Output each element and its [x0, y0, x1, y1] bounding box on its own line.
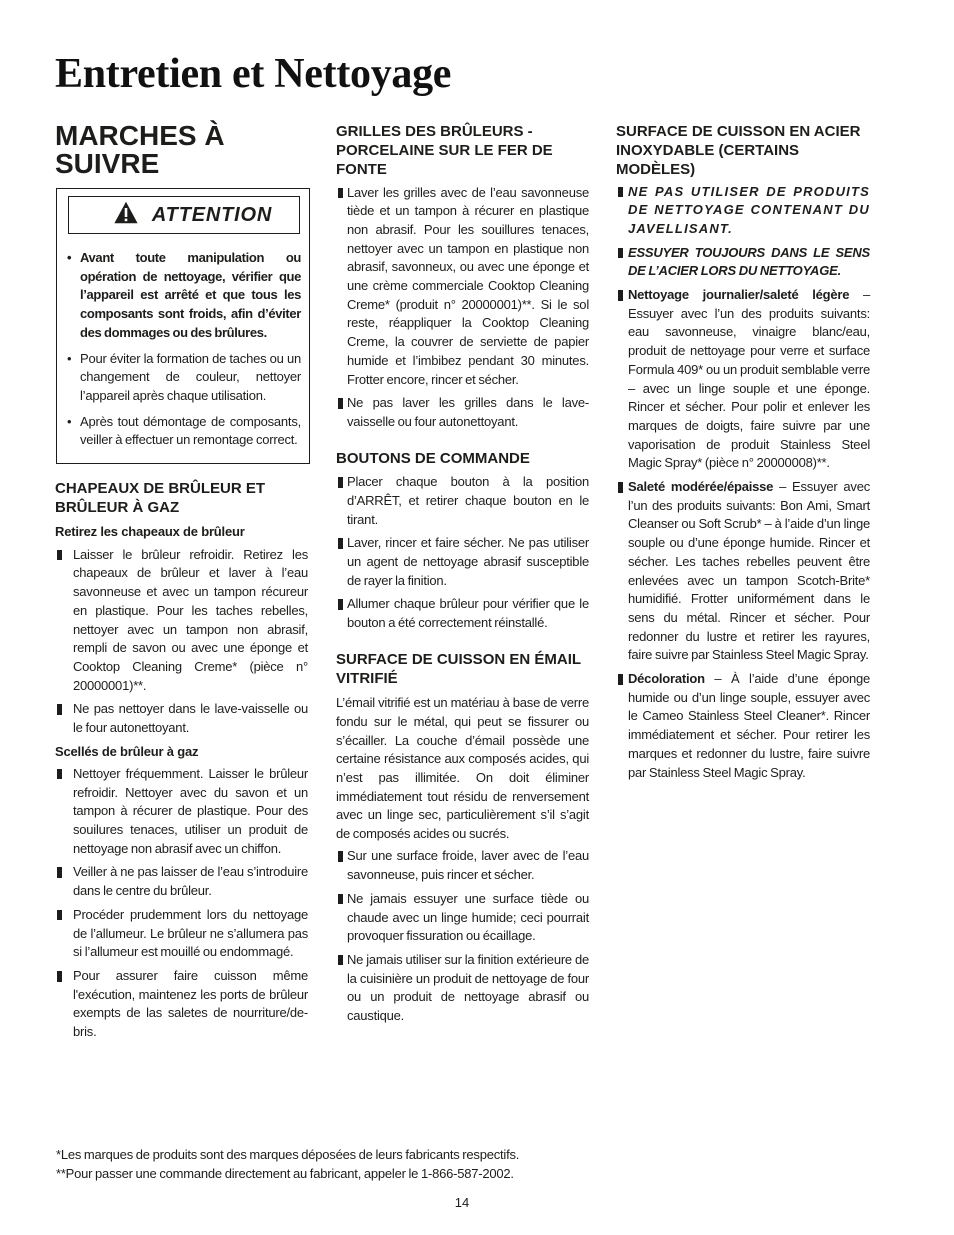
- footnote: **Pour passer une commande directement au fabricant, appeler le 1-866-587-2002.: [56, 1165, 514, 1181]
- list-item: Allumer chaque brûleur pour vérifier que le bouton a été correctement réinstallé.: [336, 595, 589, 632]
- burner-caps-list: [55, 546, 311, 738]
- enamel-intro-paragraph: L’émail vitrifié est un matériau à base de verre fondu sur le métal, qui peut se fissurer ou s’écailler. La couche d’émail possède une certaine résistance aux composés acides, qui n’est pas illimitée. On doit éliminer immédiatement tout résidu de renversement avec un linge sec, particulièrement s’il s’agit de composés acides ou sucrés.: [336, 695, 589, 842]
- stainless-list: [616, 183, 872, 783]
- item-lead: Décoloration: [628, 671, 705, 687]
- warning-item: NE PAS UTILISER DE PRODUITS DE NETTOYAGE CONTENANT DU JAVELLISANT.: [616, 183, 872, 239]
- grates-section-heading: GRILLES DES BRÛLEURS - PORCELAINE SUR LE FER DE FONTE: [336, 122, 553, 178]
- stainless-section-heading: SURFACE DE CUISSON EN ACIER INOXYDABLE (CERTAINS MODÈLES): [616, 122, 861, 178]
- burner-seals-subheading: Scellés de brûleur à gaz: [55, 743, 199, 759]
- attention-label: ATTENTION: [151, 204, 273, 226]
- list-item: [616, 286, 872, 473]
- attention-banner: [68, 196, 300, 234]
- list-item: [616, 478, 872, 665]
- warning-triangle-icon: [114, 201, 138, 229]
- warning-item: ESSUYER TOUJOURS DANS LE SENS DE L’ACIER LORS DU NETTOYAGE.: [616, 244, 872, 281]
- attention-list: [80, 249, 301, 450]
- list-item: Ne pas nettoyer dans le lave-vaisselle ou le four autonettoyant.: [55, 700, 311, 737]
- list-item: Placer chaque bouton à la position d’ARRÊT, et retirer chaque bouton en le tirant.: [336, 473, 589, 529]
- list-item: Sur une surface froide, laver avec de l’eau savonneuse, puis rincer et sécher.: [336, 847, 589, 884]
- item-lead: Nettoyage journalier/saleté légère: [628, 287, 850, 303]
- page-number: 14: [454, 1195, 470, 1210]
- item-lead: Saleté modérée/épaisse: [628, 479, 774, 495]
- attention-box: [56, 188, 310, 464]
- list-item: Procéder prudemment lors du nettoyage de l’allumeur. Le brûleur ne s’allumera pas si l’allumeur est mouillé ou endommagé.: [55, 906, 311, 962]
- burner-caps-subheading: Retirez les chapeaux de brûleur: [55, 524, 245, 540]
- list-item: Ne jamais essuyer une surface tiède ou chaude avec un linge humide; ceci pourrait provoquer fissuration ou écaillage.: [336, 890, 589, 946]
- attention-item: • Pour éviter la formation de taches ou un changement de couleur, nettoyer l’appareil après chaque utilisation.: [80, 350, 301, 406]
- footnotes: [56, 1146, 519, 1183]
- grates-list: [336, 184, 589, 432]
- enamel-list: [336, 847, 589, 1025]
- knobs-section-heading: BOUTONS DE COMMANDE: [336, 450, 530, 468]
- list-item: Ne pas laver les grilles dans le lave-vaisselle ou four autonettoyant.: [336, 394, 589, 431]
- page-title: Entretien et Nettoyage: [55, 51, 452, 97]
- knobs-list: [336, 473, 589, 633]
- list-item: Laver les grilles avec de l’eau savonneuse tiède et un tampon à récurer en plastique non abrasif. Pour les souillures tenaces, nettoyer avec un tampon en plastique non abrasif, savonneux, ou avec une éponge et une crème commerciale Cooktop Cleaning Creme* (produit n° 20000001)**. Si le sol reste, réappliquer la Cooktop Cleaning Creme, la couvrer de serviette de papier humide et l’imbibez pendant 30 minutes. Frotter encore, rincer et sécher.: [336, 184, 589, 390]
- list-item: Laver, rincer et faire sécher. Ne pas utiliser un agent de nettoyage abrasif susceptible de rayer la finition.: [336, 534, 589, 590]
- burner-seals-list: [55, 765, 311, 1042]
- list-item: Laisser le brûleur refroidir. Retirez les chapeaux de brûleur et laver à l’eau savonneuse et avec un tampon récureur en plastique. Pour les taches rebelles, nettoyer avec un tampon non abrasif, rempli de savon ou avec une éponge et Cooktop Cleaning Creme* (pièce n° 20000001)**.: [55, 546, 311, 696]
- list-item: Veiller à ne pas laisser de l’eau s’introduire dans le centre du brûleur.: [55, 863, 311, 900]
- attention-item: • Après tout démontage de composants, veiller à effectuer un remontage correct.: [80, 413, 301, 450]
- footnote: *Les marques de produits sont des marques déposées de leurs fabricants respectifs.: [56, 1147, 520, 1162]
- column-left: [55, 118, 311, 1042]
- list-item: Pour assurer faire cuisson même l'exécution, maintenez les ports de brûleur exempts de las saletes de nourriture/de-bris.: [55, 967, 311, 1042]
- list-item: [616, 670, 872, 782]
- list-item: Ne jamais utiliser sur la finition extérieure de la cuisinière un produit de nettoyage de four ou un produit de nettoyage abrasif ou caustique.: [336, 951, 589, 1026]
- steps-heading: MARCHES À SUIVRE: [55, 120, 225, 179]
- burner-section-heading: CHAPEAUX DE BRÛLEUR ET BRÛLEUR À GAZ: [55, 480, 266, 517]
- column-right: [616, 118, 872, 782]
- item-text: – À l’aide d’une éponge humide ou d’un linge souple, essuyer avec le Cameo Stainless Steel Cleaner*. Rincer immédiatement et sécher. Pour retirer les marques et redonner du lustre, faire suivre par Stainless Steel Magic Spray.: [628, 671, 871, 780]
- item-text: – Essuyer avec l’un des produits suivants: Bon Ami, Smart Cleanser ou Soft Scrub* – à l’aide d’un linge souple ou d’une éponge humide. Rincer et sécher. Les taches rebelles peuvent être enlevées avec un tampon Scotch-Brite* humidifié. Frotter uniformément dans le sens du métal. Rincer et sécher. Pour redonner du lustre et retirer les rayures, faire suivre par Stainless Steel Magic Spray.: [628, 479, 870, 663]
- attention-item: • Avant toute manipulation ou opération de nettoyage, vérifier que l’appareil est arrêté et que tous les composants sont froids, afin d’éviter des dommages ou des brûlures.: [80, 249, 301, 343]
- enamel-section-heading: SURFACE DE CUISSON EN ÉMAIL VITRIFIÉ: [336, 651, 581, 688]
- list-item: Nettoyer fréquemment. Laisser le brûleur refroidir. Nettoyer avec du savon et un tampon à récurer de plastique. Pour des souilures tenaces, utiliser un produit de nettoyage non abrasif avec un chiffon.: [55, 765, 311, 859]
- item-text: – Essuyer avec l’un des produits suivants: eau savonneuse, vinaigre blanc/eau, produit de nettoyage pour verre et surface Formula 409* ou un produit semblable verre – avec un linge souple et une éponge. Rincer et sécher. Pour polir et enlever les marques de doigts, faire suivre par une vaporisation de produit Stainless Steel Magic Spray* (pièce n° 20000008)**.: [628, 287, 871, 471]
- column-middle: [336, 118, 589, 1026]
